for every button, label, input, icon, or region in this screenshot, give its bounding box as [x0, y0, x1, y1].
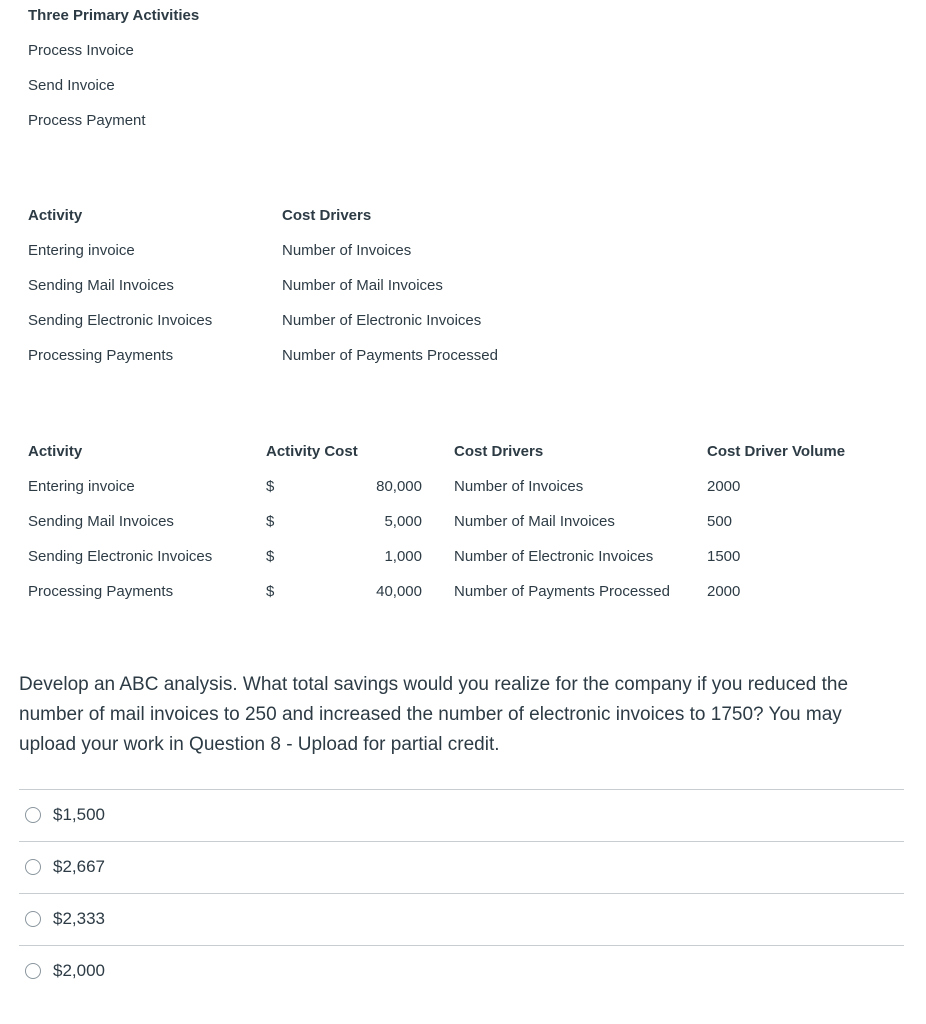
table2-cell-driver: Number of Electronic Invoices — [454, 548, 654, 565]
answer-label[interactable]: $1,500 — [53, 805, 105, 824]
table2-cell-cost: 40,000 — [376, 583, 422, 600]
primary-activity-item: Process Payment — [28, 112, 146, 129]
table2-cell-activity: Entering invoice — [28, 478, 135, 495]
primary-activity-item: Send Invoice — [28, 77, 115, 94]
table2-cell-cost: 80,000 — [376, 478, 422, 495]
primary-activity-item: Process Invoice — [28, 42, 134, 59]
table1-cell-driver: Number of Mail Invoices — [282, 277, 443, 294]
table1-cell-driver: Number of Invoices — [282, 242, 412, 259]
table1-cell-activity: Sending Mail Invoices — [28, 277, 174, 294]
table2-cell-currency: $ — [266, 583, 275, 600]
table2-header-volume: Cost Driver Volume — [707, 443, 846, 460]
answer-list — [19, 789, 904, 997]
radio-button[interactable] — [25, 911, 41, 927]
answer-option[interactable] — [19, 841, 904, 893]
answer-label[interactable]: $2,333 — [53, 909, 105, 928]
table2-header-drivers: Cost Drivers — [454, 443, 544, 460]
answer-option[interactable] — [19, 945, 904, 997]
table2-cell-activity: Sending Mail Invoices — [28, 513, 174, 530]
answer-label[interactable]: $2,000 — [53, 961, 105, 980]
table2-cell-volume: 2000 — [707, 478, 741, 495]
table2-cell-volume: 500 — [707, 513, 733, 530]
table2-header-cost: Activity Cost — [266, 443, 358, 460]
table2-cell-cost: 5,000 — [384, 513, 422, 530]
table1-cell-activity: Sending Electronic Invoices — [28, 312, 213, 329]
table1-cell-activity: Entering invoice — [28, 242, 135, 259]
answer-option[interactable] — [19, 893, 904, 945]
table2-cell-cost: 1,000 — [384, 548, 422, 565]
table2-cell-driver: Number of Payments Processed — [454, 583, 670, 600]
table2-cell-activity: Sending Electronic Invoices — [28, 548, 213, 565]
table2-header-activity: Activity — [28, 443, 83, 460]
table1-header-drivers: Cost Drivers — [282, 207, 372, 224]
table2-cell-volume: 1500 — [707, 548, 741, 565]
primary-activities-heading: Three Primary Activities — [28, 7, 200, 24]
table2-cell-currency: $ — [266, 548, 275, 565]
answer-option[interactable] — [19, 789, 904, 841]
table2-cell-driver: Number of Invoices — [454, 478, 584, 495]
question-text: Develop an ABC analysis. What total savings would you realize for the company if you reduced the number of mail invoices to 250 and increased the number of electronic invoices to 1750? You may upload your work in Question 8 - Upload for partial credit. — [19, 674, 849, 755]
table2-cell-currency: $ — [266, 513, 275, 530]
table2-cell-currency: $ — [266, 478, 275, 495]
radio-button[interactable] — [25, 859, 41, 875]
radio-button[interactable] — [25, 963, 41, 979]
radio-button[interactable] — [25, 807, 41, 823]
table1-cell-activity: Processing Payments — [28, 347, 174, 364]
table2-cell-activity: Processing Payments — [28, 583, 174, 600]
table1-header-activity: Activity — [28, 207, 83, 224]
table1-cell-driver: Number of Electronic Invoices — [282, 312, 482, 329]
table2-cell-driver: Number of Mail Invoices — [454, 513, 615, 530]
answer-label[interactable]: $2,667 — [53, 857, 105, 876]
table1-cell-driver: Number of Payments Processed — [282, 347, 498, 364]
table2-cell-volume: 2000 — [707, 583, 741, 600]
